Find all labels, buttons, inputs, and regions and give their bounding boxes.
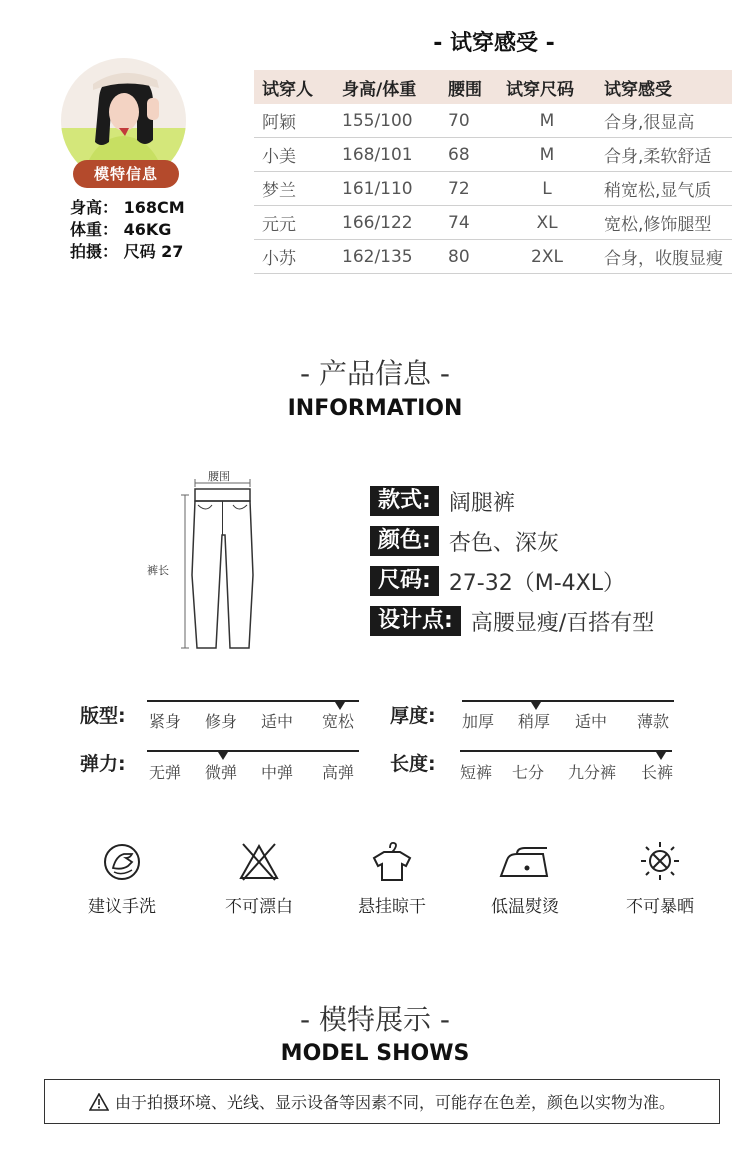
tryon-cell: 小苏 — [254, 240, 334, 274]
care-item-no-sun — [600, 840, 720, 917]
tryon-header: 身高/体重 — [334, 70, 440, 104]
scale-line — [147, 700, 359, 702]
tryon-cell: L — [498, 172, 596, 206]
tryon-cell: 68 — [440, 138, 498, 172]
care-label: 悬挂晾干 — [358, 897, 426, 917]
tryon-cell: M — [498, 104, 596, 138]
diagram-length-label: 裤长 — [147, 564, 169, 577]
care-label: 低温熨烫 — [491, 897, 559, 917]
model-height: 身高： 168CM — [70, 198, 185, 217]
scale-line — [147, 750, 359, 752]
scale-line — [460, 750, 672, 752]
info-value: 27-32（M-4XL） — [448, 570, 625, 596]
tryon-header: 试穿人 — [254, 70, 334, 104]
model-weight: 体重： 46KG — [70, 220, 172, 239]
care-item-hang-dry — [332, 840, 452, 917]
scale-item: 紧身 — [149, 712, 182, 731]
tryon-cell: 合身,很显高 — [596, 104, 732, 138]
info-value: 杏色、深灰 — [448, 530, 559, 556]
pants-outline-icon — [140, 465, 280, 655]
info-row-style — [370, 486, 515, 516]
tryon-cell: 阿颖 — [254, 104, 334, 138]
scale-label-length: 长度: — [390, 753, 436, 775]
table-row — [254, 172, 732, 206]
table-row — [254, 104, 732, 138]
color-notice — [44, 1079, 720, 1124]
table-row — [254, 206, 732, 240]
hang-dry-icon — [368, 840, 416, 882]
scale-label-elasticity: 弹力: — [80, 753, 126, 775]
care-label: 不可暴晒 — [626, 897, 694, 917]
tryon-cell: 2XL — [498, 240, 596, 274]
tryon-cell: 合身,柔软舒适 — [596, 138, 732, 172]
product-info-subtitle: INFORMATION — [287, 396, 463, 421]
tryon-cell: 80 — [440, 240, 498, 274]
tryon-cell: 稍宽松,显气质 — [596, 172, 732, 206]
info-row-design — [370, 606, 654, 636]
tryon-cell: XL — [498, 206, 596, 240]
scale-marker-icon — [218, 752, 228, 760]
tryon-header: 试穿尺码 — [498, 70, 596, 104]
tryon-cell: 74 — [440, 206, 498, 240]
tryon-cell: 166/122 — [334, 206, 440, 240]
scale-item: 中弹 — [261, 763, 294, 782]
product-info-title: - 产品信息 - — [299, 357, 450, 390]
model-shoot-size: 拍摄： 尺码 27 — [70, 242, 184, 261]
info-row-color — [370, 526, 559, 556]
info-value: 阔腿裤 — [448, 490, 515, 516]
care-label: 建议手洗 — [88, 897, 156, 917]
tryon-header-row — [254, 70, 732, 104]
scale-item: 宽松 — [322, 712, 355, 731]
scale-item: 稍厚 — [518, 712, 551, 731]
info-value: 高腰显瘦/百搭有型 — [470, 610, 655, 636]
care-item-low-iron — [465, 842, 585, 917]
scale-item: 修身 — [205, 712, 238, 731]
care-label: 不可漂白 — [225, 897, 293, 917]
table-row — [254, 138, 732, 172]
warning-icon — [89, 1093, 109, 1111]
info-row-size — [370, 566, 625, 596]
tryon-title: - 试穿感受 - — [433, 31, 555, 56]
scale-label-fit: 版型: — [80, 705, 126, 727]
care-item-no-bleach — [199, 842, 319, 917]
info-key: 尺码: — [370, 566, 439, 596]
scale-item: 七分 — [512, 763, 545, 782]
model-info-badge: 模特信息 — [73, 160, 179, 188]
scale-item: 无弹 — [149, 763, 182, 782]
scale-item: 九分裤 — [568, 763, 617, 782]
scale-line — [462, 700, 674, 702]
model-shows-title: - 模特展示 - — [299, 1003, 450, 1036]
scale-marker-icon — [656, 752, 666, 760]
tryon-cell: 161/110 — [334, 172, 440, 206]
diagram-waist-label: 腰围 — [208, 470, 230, 483]
scale-label-thickness: 厚度: — [390, 705, 436, 727]
scale-item: 适中 — [575, 712, 608, 731]
no-sun-icon — [638, 840, 682, 882]
info-key: 颜色: — [370, 526, 439, 556]
tryon-cell: M — [498, 138, 596, 172]
tryon-cell: 162/135 — [334, 240, 440, 274]
tryon-cell: 168/101 — [334, 138, 440, 172]
tryon-cell: 155/100 — [334, 104, 440, 138]
tryon-cell: 合身，收腹显瘦 — [596, 240, 732, 274]
model-shows-subtitle: MODEL SHOWS — [280, 1041, 470, 1066]
scale-item: 适中 — [261, 712, 294, 731]
tryon-cell: 元元 — [254, 206, 334, 240]
table-row — [254, 240, 732, 274]
tryon-table — [254, 70, 732, 274]
model-stats — [70, 197, 185, 263]
pants-diagram — [140, 465, 280, 655]
scale-item: 微弹 — [205, 763, 238, 782]
hand-wash-icon — [100, 842, 144, 882]
tryon-cell: 70 — [440, 104, 498, 138]
scale-item: 长裤 — [641, 763, 674, 782]
tryon-cell: 小美 — [254, 138, 334, 172]
tryon-cell: 72 — [440, 172, 498, 206]
tryon-cell: 宽松,修饰腿型 — [596, 206, 732, 240]
low-iron-icon — [497, 842, 553, 882]
scale-item: 短裤 — [460, 763, 493, 782]
care-item-hand-wash — [62, 842, 182, 917]
scale-item: 高弹 — [322, 763, 355, 782]
tryon-header: 腰围 — [440, 70, 498, 104]
no-bleach-icon — [237, 842, 281, 882]
notice-text: 由于拍摄环境、光线、显示设备等因素不同，可能存在色差，颜色以实物为准。 — [114, 1093, 675, 1112]
info-key: 款式: — [370, 486, 439, 516]
scale-item: 加厚 — [462, 712, 495, 731]
info-key: 设计点: — [370, 606, 461, 636]
tryon-header: 试穿感受 — [596, 70, 732, 104]
tryon-cell: 梦兰 — [254, 172, 334, 206]
scale-item: 薄款 — [637, 712, 670, 731]
